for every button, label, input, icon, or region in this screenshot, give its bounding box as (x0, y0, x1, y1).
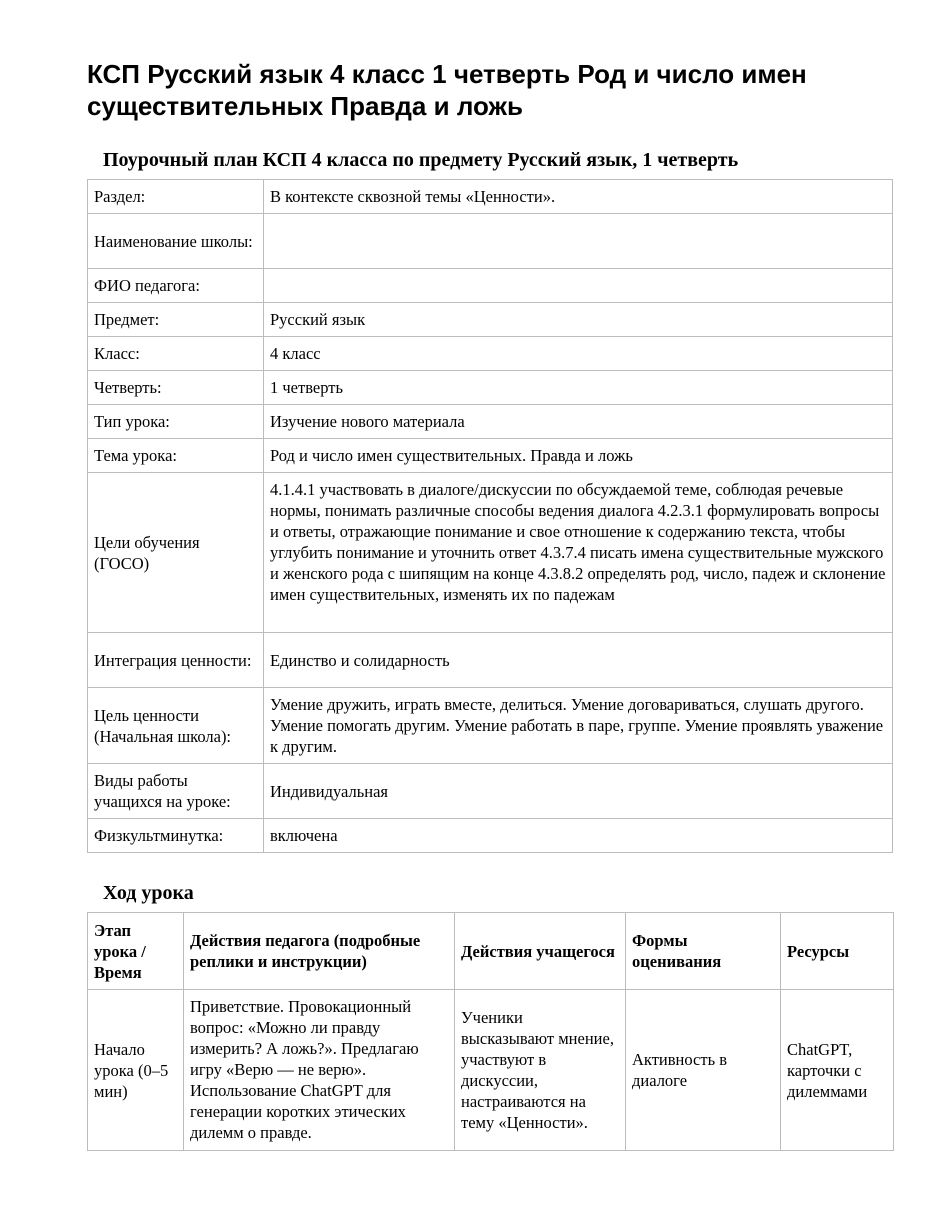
table-row (88, 405, 893, 439)
row-value: Единство и солидарность (264, 633, 893, 688)
row-value (264, 269, 893, 303)
plan-heading: Поурочный план КСП 4 класса по предмету Русский язык, 1 четверть (103, 149, 739, 171)
row-value: Индивидуальная (264, 764, 893, 819)
lesson-info-table (87, 179, 893, 853)
column-header-stage: Этап урока / Время (88, 913, 184, 990)
row-value: В контексте сквозной темы «Ценности». (264, 180, 893, 214)
row-value: включена (264, 819, 893, 853)
lesson-heading: Ход урока (103, 882, 194, 904)
row-value: Русский язык (264, 303, 893, 337)
row-label: Наименование школы: (88, 214, 264, 269)
table-header-row (88, 913, 894, 990)
row-label: Цель ценности (Начальная школа): (88, 688, 264, 764)
table-row (88, 633, 893, 688)
student-actions-cell: Ученики высказывают мнение, участвуют в дискуссии, настраиваются на тему «Ценности». (455, 990, 626, 1151)
row-value: 4.1.4.1 участвовать в диалоге/дискуссии по обсуждаемой теме, соблюдая речевые нормы, понимать различные способы ведения диалога 4.2.3.1 формулировать вопросы и ответы, отражающие понимание и свое отношение к содержанию текста, чтобы углубить понимание и уточнить ответ 4.3.7.4 писать имена существительные мужского и женского рода с шипящим на конце 4.3.8.2 определять род, число, падеж и склонение имен существительных, изменять их по падежам (264, 473, 893, 633)
row-label: ФИО педагога: (88, 269, 264, 303)
resources-cell: ChatGPT, карточки с дилеммами (781, 990, 894, 1151)
table-row (88, 269, 893, 303)
table-row (88, 764, 893, 819)
column-header-resources: Ресурсы (781, 913, 894, 990)
row-value: Род и число имен существительных. Правда и ложь (264, 439, 893, 473)
lesson-flow-table (87, 912, 894, 1151)
row-value: 1 четверть (264, 371, 893, 405)
row-value (264, 214, 893, 269)
table-row (88, 214, 893, 269)
table-row (88, 473, 893, 633)
row-label: Класс: (88, 337, 264, 371)
row-label: Раздел: (88, 180, 264, 214)
row-label: Предмет: (88, 303, 264, 337)
table-row (88, 990, 894, 1151)
table-row (88, 688, 893, 764)
row-label: Физкультминутка: (88, 819, 264, 853)
row-label: Тип урока: (88, 405, 264, 439)
row-label: Тема урока: (88, 439, 264, 473)
table-row (88, 439, 893, 473)
page-title: КСП Русский язык 4 класс 1 четверть Род и число имен существительных Правда и ложь (87, 59, 807, 121)
table-row (88, 371, 893, 405)
assessment-cell: Активность в диалоге (626, 990, 781, 1151)
table-row (88, 303, 893, 337)
row-label: Цели обучения (ГОСО) (88, 473, 264, 633)
row-label: Четверть: (88, 371, 264, 405)
table-row (88, 819, 893, 853)
teacher-actions-cell: Приветствие. Провокационный вопрос: «Можно ли правду измерить? А ложь?». Предлагаю игру «Верю — не верю». Использование ChatGPT для генерации коротких этических дилемм о правде. (184, 990, 455, 1151)
column-header-student-actions: Действия учащегося (455, 913, 626, 990)
row-value: 4 класс (264, 337, 893, 371)
row-label: Виды работы учащихся на уроке: (88, 764, 264, 819)
column-header-teacher-actions: Действия педагога (подробные реплики и инструкции) (184, 913, 455, 990)
row-value: Умение дружить, играть вместе, делиться. Умение договариваться, слушать другого. Умение помогать другим. Умение работать в паре, группе. Умение проявлять уважение к другим. (264, 688, 893, 764)
row-value: Изучение нового материала (264, 405, 893, 439)
table-row (88, 180, 893, 214)
row-label: Интеграция ценности: (88, 633, 264, 688)
table-row (88, 337, 893, 371)
stage-cell: Начало урока (0–5 мин) (88, 990, 184, 1151)
column-header-assessment: Формы оценивания (626, 913, 781, 990)
